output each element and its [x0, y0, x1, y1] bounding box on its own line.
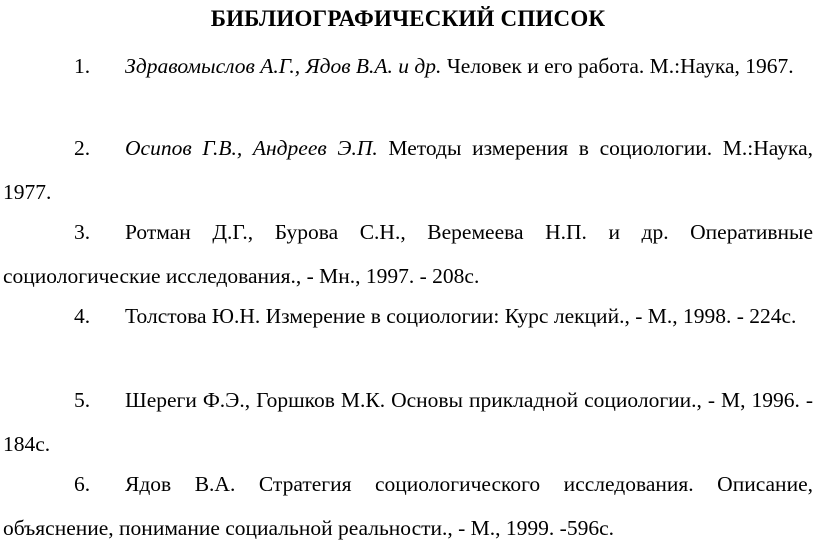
entry-number: 6. — [74, 472, 91, 496]
entry-content: Толстова Ю.Н. Измерение в социологии: Курс лекций., - М., 1998. - 224с. — [125, 304, 797, 328]
entry-number: 3. — [74, 220, 91, 244]
entry-number: 2. — [74, 136, 91, 160]
entry-content: Шереги Ф.Э., Горшков М.К. Основы прикладной социологии., - М, 1996. - 184с. — [3, 388, 813, 456]
entry-number: 1. — [74, 54, 91, 78]
entry-authors: Осипов Г.В., Андреев Э.П. — [125, 136, 378, 160]
entry-content — [3, 44, 813, 88]
bibliography-entry-2 — [3, 126, 813, 214]
entry-content — [3, 126, 813, 214]
entry-text: Методы измерения в социологии. М.:Наука, 1977. — [3, 136, 813, 204]
bibliography-entry-3 — [3, 210, 813, 298]
entry-content: Ротман Д.Г., Бурова С.Н., Веремеева Н.П. и др. Оперативные социологические исследования., - Мн., 1997. - 208с. — [3, 220, 813, 288]
entry-authors: Здравомыслов А.Г., Ядов В.А. и др. — [125, 54, 442, 78]
entry-number: 5. — [74, 388, 91, 412]
bibliography-entry-1 — [3, 44, 813, 88]
entry-text: Человек и его работа. М.:Наука, 1967. — [446, 54, 794, 78]
entry-number: 4. — [74, 304, 91, 328]
bibliography-entry-5 — [3, 378, 813, 466]
bibliography-entry-6 — [3, 462, 813, 550]
bibliography-entry-4 — [3, 294, 813, 338]
entry-content: Ядов В.А. Стратегия социологического исследования. Описание, объяснение, понимание социальной реальности., - М., 1999. -596с. — [3, 472, 813, 540]
page-title: БИБЛИОГРАФИЧЕСКИЙ СПИСОК — [210, 6, 606, 31]
